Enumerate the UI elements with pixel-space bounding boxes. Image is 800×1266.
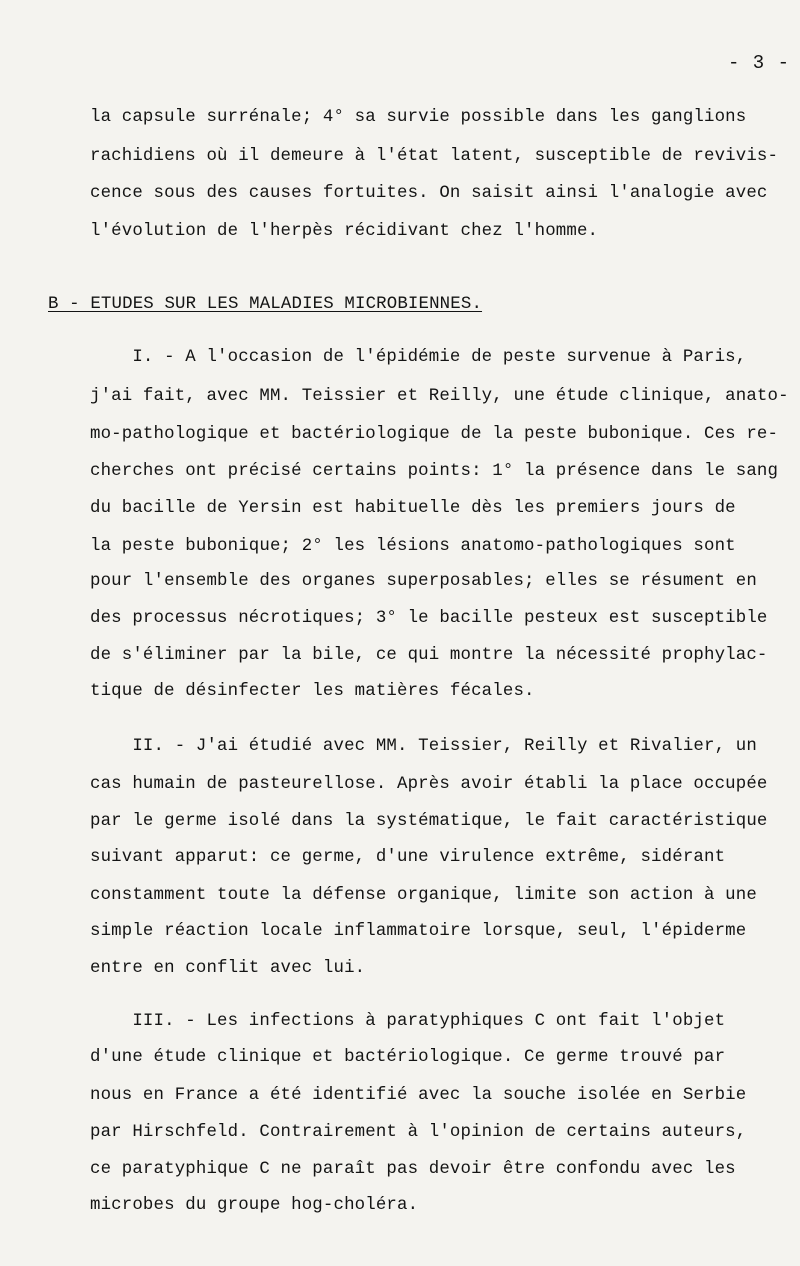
text-line: entre en conflit avec lui. bbox=[90, 959, 366, 978]
text-line: la capsule surrénale; 4° sa survie possible dans les ganglions bbox=[90, 108, 747, 127]
text-line: par Hirschfeld. Contrairement à l'opinion de certains auteurs, bbox=[90, 1123, 747, 1142]
section-heading: B - ETUDES SUR LES MALADIES MICROBIENNES. bbox=[48, 295, 483, 314]
text-line: suivant apparut: ce germe, d'une virulence extrême, sidérant bbox=[90, 848, 726, 867]
text-line: nous en France a été identifié avec la souche isolée en Serbie bbox=[90, 1086, 747, 1105]
text-line: cherches ont précisé certains points: 1° la présence dans le sang bbox=[90, 462, 779, 481]
text-line: pour l'ensemble des organes superposables; elles se résument en bbox=[90, 572, 757, 591]
text-line: par le germe isolé dans la systématique, le fait caractéristique bbox=[90, 812, 768, 831]
text-line: rachidiens où il demeure à l'état latent, susceptible de revivis- bbox=[90, 147, 779, 166]
text-line: d'une étude clinique et bactériologique. Ce germe trouvé par bbox=[90, 1048, 726, 1067]
text-line: constamment toute la défense organique, limite son action à une bbox=[90, 886, 757, 905]
text-line: simple réaction locale inflammatoire lorsque, seul, l'épiderme bbox=[90, 922, 747, 941]
text-line: du bacille de Yersin est habituelle dès les premiers jours de bbox=[90, 499, 736, 518]
text-line: tique de désinfecter les matières fécales. bbox=[90, 682, 535, 701]
text-line: des processus nécrotiques; 3° le bacille pesteux est susceptible bbox=[90, 609, 768, 628]
text-line: microbes du groupe hog-choléra. bbox=[90, 1196, 419, 1215]
text-line: mo-pathologique et bactériologique de la peste bubonique. Ces re- bbox=[90, 425, 779, 444]
text-line: I. - A l'occasion de l'épidémie de peste survenue à Paris, bbox=[90, 348, 747, 367]
text-line: III. - Les infections à paratyphiques C ont fait l'objet bbox=[90, 1012, 726, 1031]
text-line: cas humain de pasteurellose. Après avoir établi la place occupée bbox=[90, 775, 768, 794]
text-line: II. - J'ai étudié avec MM. Teissier, Reilly et Rivalier, un bbox=[90, 737, 757, 756]
text-line: la peste bubonique; 2° les lésions anatomo-pathologiques sont bbox=[90, 537, 736, 556]
page-number: - 3 - bbox=[728, 52, 791, 74]
text-line: cence sous des causes fortuites. On saisit ainsi l'analogie avec bbox=[90, 184, 768, 203]
text-line: j'ai fait, avec MM. Teissier et Reilly, une étude clinique, anato- bbox=[90, 387, 789, 406]
text-line: ce paratyphique C ne paraît pas devoir être confondu avec les bbox=[90, 1160, 736, 1179]
text-line: l'évolution de l'herpès récidivant chez l'homme. bbox=[90, 222, 599, 241]
text-line: de s'éliminer par la bile, ce qui montre la nécessité prophylac- bbox=[90, 646, 768, 665]
